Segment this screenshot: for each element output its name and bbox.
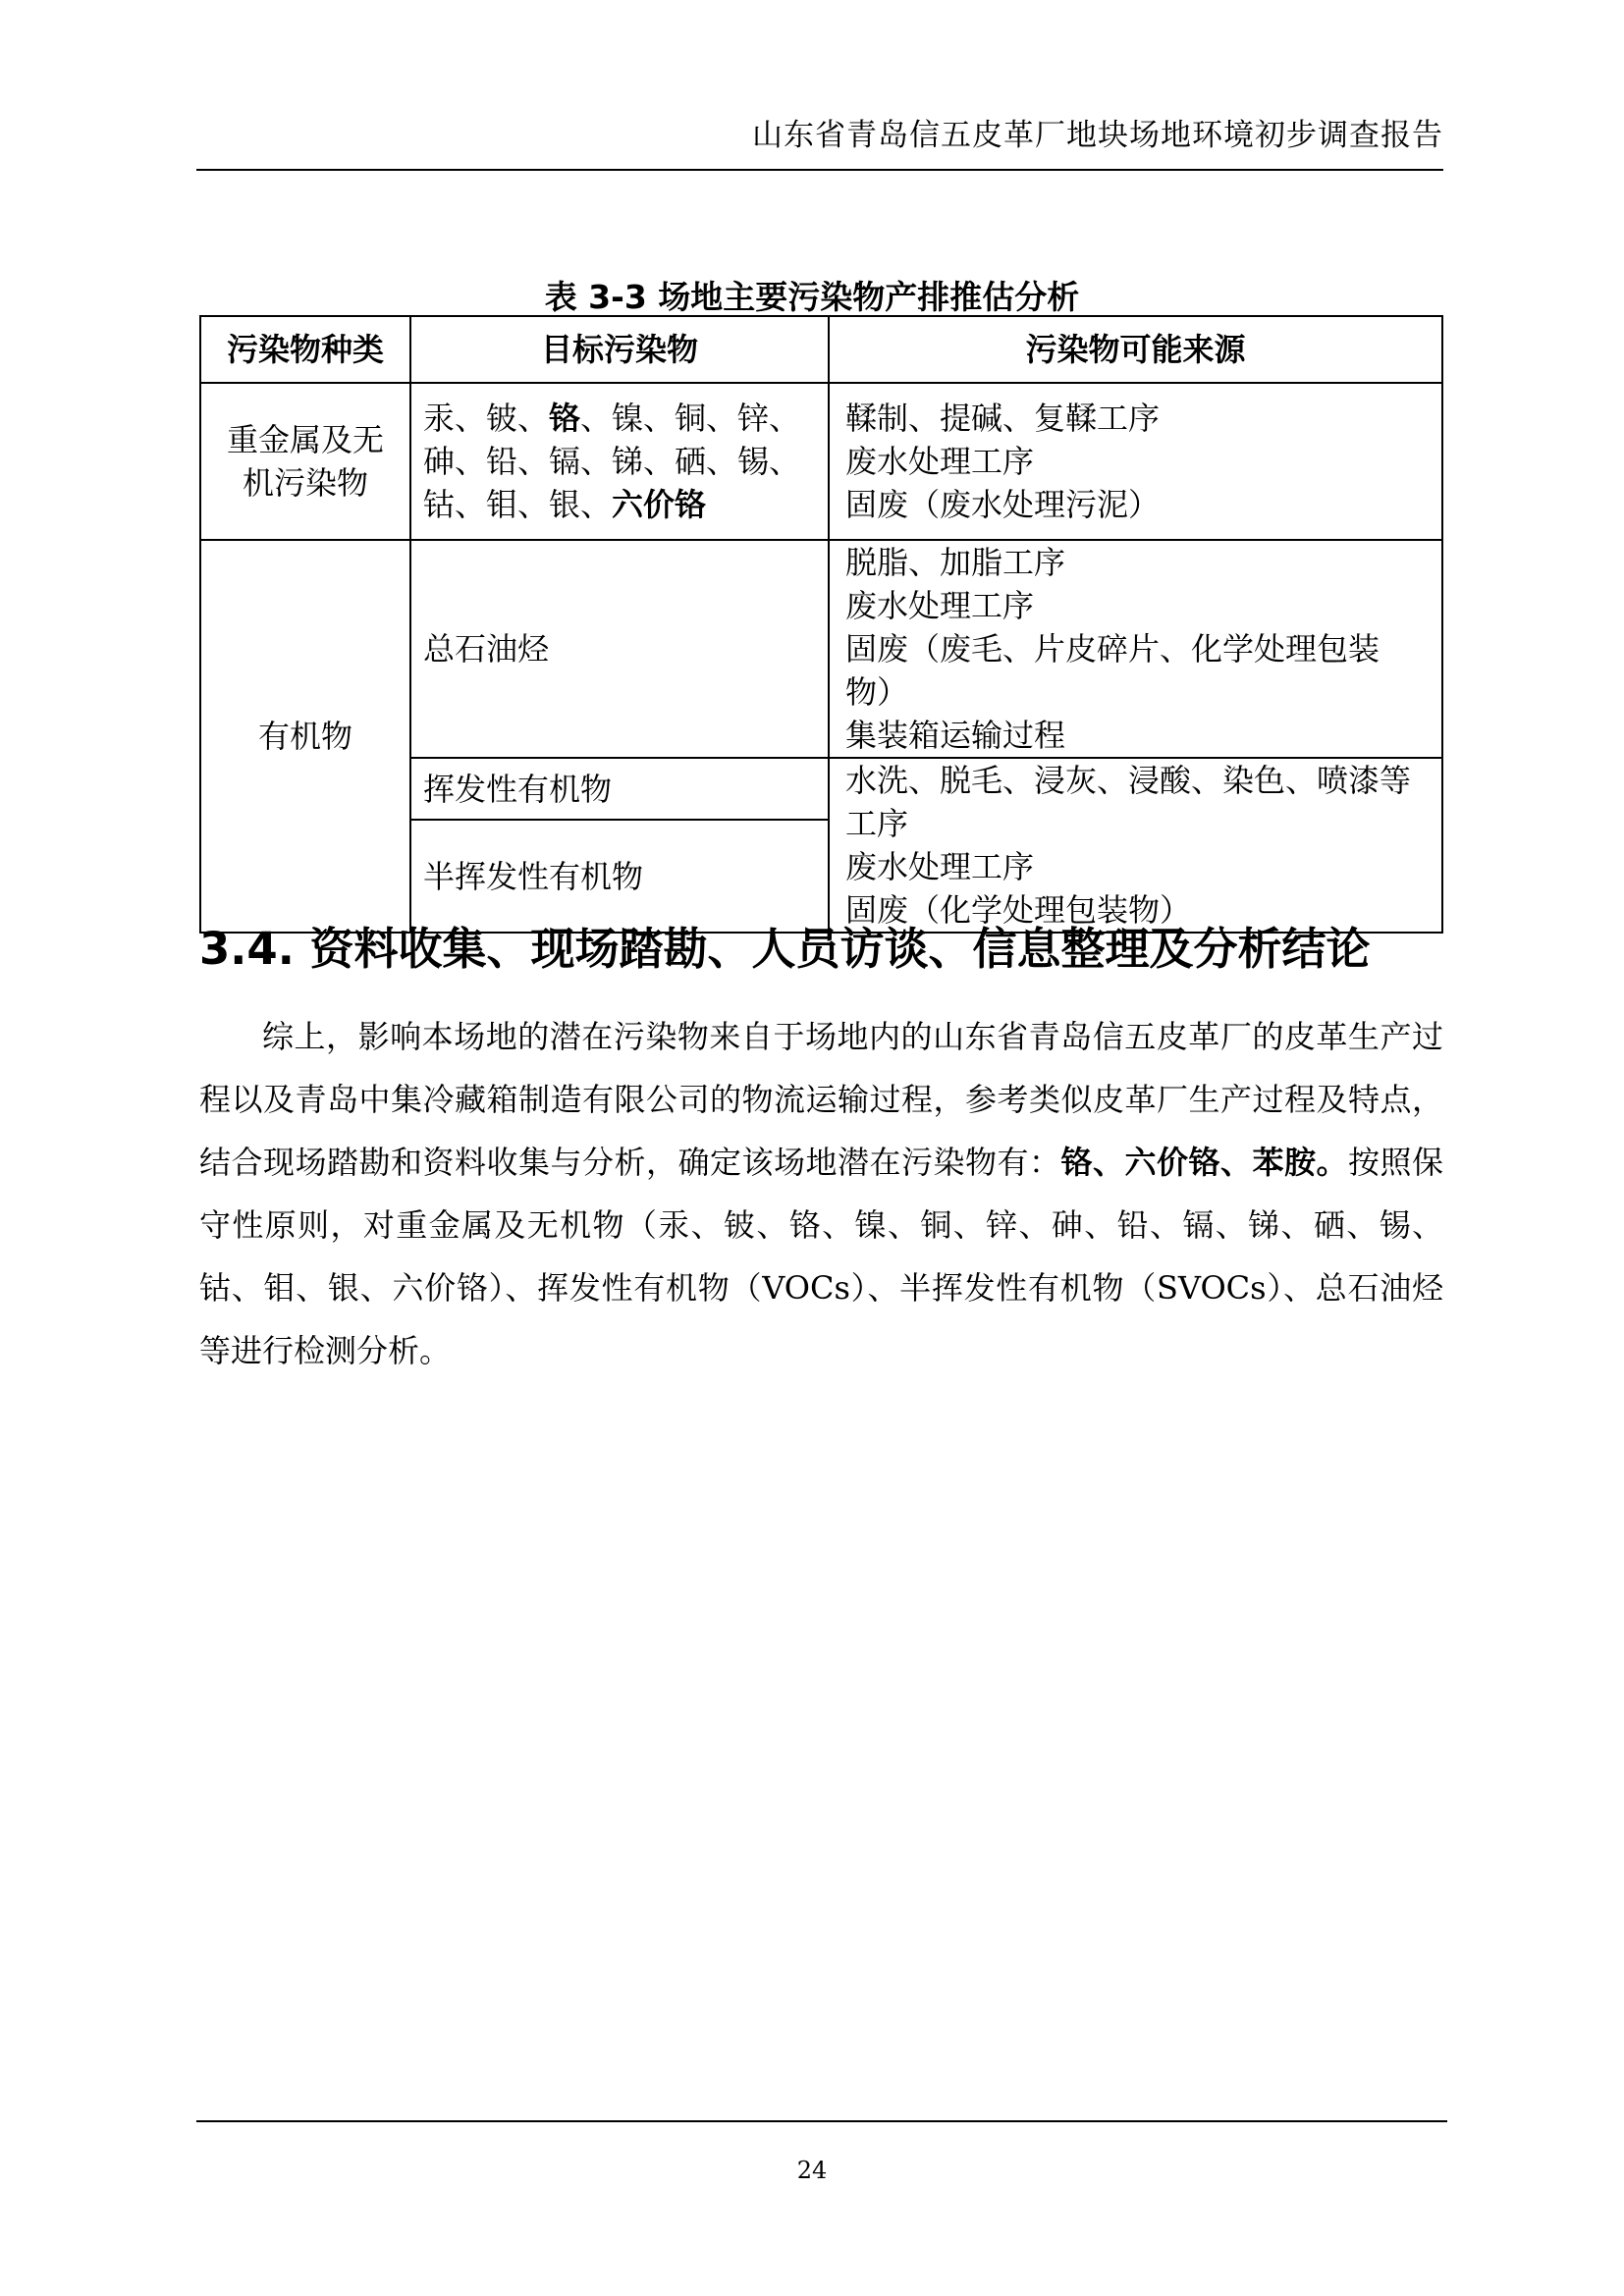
sources-voc: [829, 758, 1442, 933]
source-item: 水洗、脱毛、浸灰、浸酸、染色、喷漆等工序: [845, 762, 1412, 842]
page-header: [196, 110, 1443, 171]
sources-tph: [829, 540, 1442, 758]
targets-line-3: [423, 483, 816, 526]
text: 钴、钼、银、: [423, 486, 613, 523]
source-item: 鞣制、提碱、复鞣工序: [845, 400, 1161, 437]
source-item: 固废（废毛、片皮碎片、化学处理包装物）: [845, 630, 1380, 711]
table-row: [200, 540, 1442, 758]
source-item: 脱脂、加脂工序: [845, 544, 1066, 581]
sources-metal: [829, 383, 1442, 540]
source-item: 废水处理工序: [845, 587, 1035, 624]
targets-line-1: [423, 397, 816, 440]
table-row: [200, 383, 1442, 540]
header-sources: 污染物可能来源: [829, 316, 1442, 383]
category-organic: 有机物: [200, 540, 410, 933]
source-item: 集装箱运输过程: [845, 717, 1066, 754]
report-title: 山东省青岛信五皮革厂地块场地环境初步调查报告: [752, 118, 1443, 153]
target-tph: 总石油烃: [410, 540, 829, 758]
conclusion-paragraph: [199, 1005, 1443, 1382]
text: 、镍、铜、锌、: [580, 400, 801, 437]
paragraph-text: 按照保守性原则，对重金属及无机物（汞、铍、铬、镍、铜、锌、砷、铅、镉、锑、硒、锡、钴、钼、银、六价铬）、挥发性有机物（VOCs）、半挥发性有机物（SVOCs）、总石油烃等进行检测分析。: [199, 1144, 1443, 1369]
footer-divider: [196, 2120, 1447, 2122]
source-item: 固废（废水处理污泥）: [845, 486, 1161, 523]
source-item: 废水处理工序: [845, 848, 1035, 885]
text: 汞、铍、: [423, 400, 550, 437]
paragraph-bold-text: 铬、六价铬、苯胺。: [1060, 1144, 1348, 1181]
pollutant-table: [199, 315, 1443, 934]
page-number: 24: [796, 2157, 828, 2184]
paragraph-text: 综上，影响本场地的潜在污染物来自于场地内的山东省青岛信五皮革厂的皮革生产过程以及青岛中集冷藏箱制造有限公司的物流运输过程，参考类似皮革厂生产过程及特点，结合现场踏勘和资料收集与分析，确定该场地潜在污染物有：: [199, 1018, 1443, 1181]
paragraph-indent: [199, 1018, 262, 1055]
category-metal-label: 重金属及无机污染物: [226, 421, 384, 502]
source-item: 废水处理工序: [845, 443, 1035, 480]
category-metal: [200, 383, 410, 540]
section-heading: 3.4. 资料收集、现场踏勘、人员访谈、信息整理及分析结论: [199, 923, 1371, 975]
header-category: 污染物种类: [200, 316, 410, 383]
target-svoc: 半挥发性有机物: [410, 820, 829, 933]
targets-metal: [410, 383, 829, 540]
source-item: 固废（化学处理包装物）: [845, 891, 1192, 929]
targets-line-2: 砷、铅、镉、锑、硒、锡、: [423, 443, 801, 480]
header-targets: 目标污染物: [410, 316, 829, 383]
table-caption: 表 3-3 场地主要污染物产排推估分析: [544, 278, 1080, 316]
target-voc: 挥发性有机物: [410, 758, 829, 820]
table-header-row: [200, 316, 1442, 383]
bold-text: 六价铬: [612, 486, 707, 523]
bold-text: 铬: [549, 400, 581, 437]
